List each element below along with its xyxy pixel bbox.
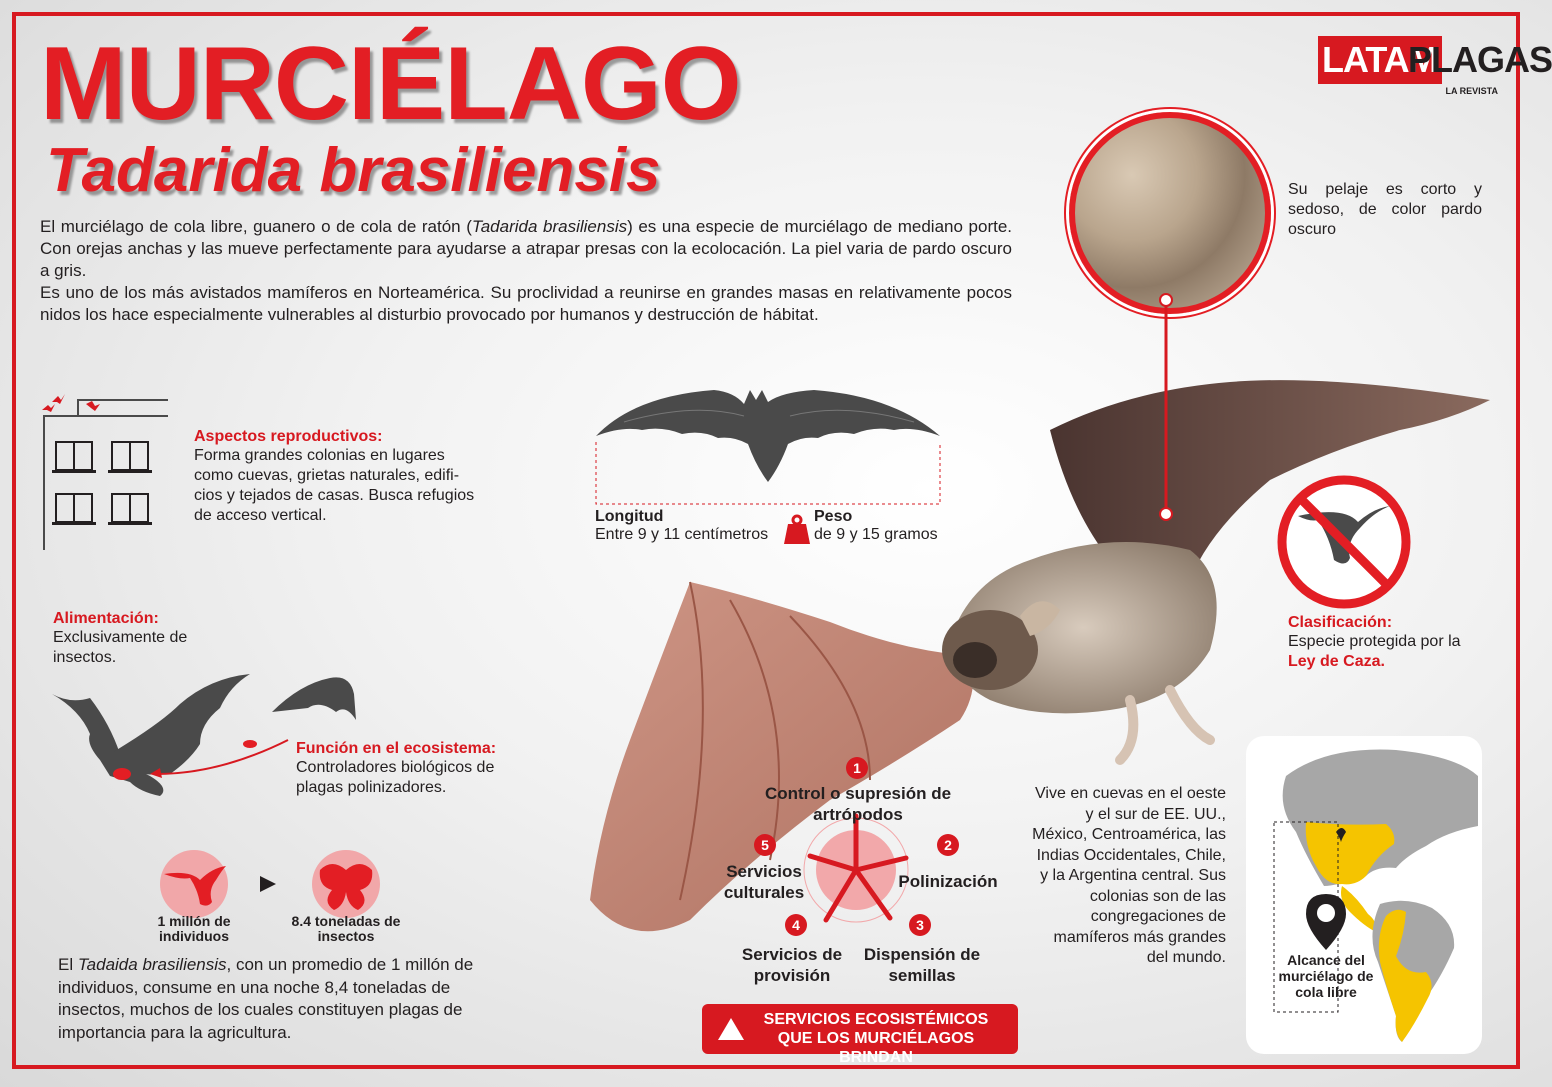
- feeding-text: Exclusivamente de insectos.: [53, 629, 188, 666]
- service-label-1: Control o supresión de artrópodos: [764, 784, 952, 824]
- insects-circle: [312, 850, 380, 918]
- insects-stat: 8.4 toneladas de insectos: [291, 913, 401, 944]
- classification-label: Clasificación:: [1288, 614, 1393, 631]
- service-label-2: Polinización: [898, 872, 998, 891]
- service-label-5: Servicios culturales: [723, 862, 805, 902]
- feeding-label: Alimentación:: [53, 610, 159, 627]
- arrow-right-icon: [258, 874, 278, 894]
- fur-connector-line: [1158, 292, 1174, 524]
- intro-paragraph-2: Es uno de los más avistados mamíferos en Norteamérica. Su proclividad a reunirse en grandes masas en relativamente pocos nidos los hace especialmente vulnerables al disturbio provocado por humanos y destrucción de hábitat.: [40, 283, 1012, 324]
- service-number-3: 3: [909, 914, 931, 936]
- scientific-name: Tadarida brasiliensis: [46, 136, 661, 205]
- prohibited-icon: [1274, 472, 1414, 612]
- service-number-2: 2: [937, 834, 959, 856]
- length-label: Longitud: [595, 508, 664, 525]
- americas-map: [1246, 736, 1482, 1054]
- reproductive-section: [194, 428, 484, 526]
- map-label: Alcance del murciélago de cola libre: [1278, 952, 1374, 1000]
- reproductive-label: Aspectos reproductivos:: [194, 428, 383, 445]
- page-title: MURCIÉLAGO: [40, 26, 741, 142]
- ecosystem-label: Función en el ecosistema:: [296, 740, 497, 757]
- service-label-4: Servicios de provisión: [741, 945, 843, 985]
- intro-paragraph-1: El murciélago de cola libre, guanero o de cola de ratón (Tadarida brasiliensis) es una especie de murciélago de mediano porte. Con orejas anchas y las mueve perfectamente para ayudarse a atrapar presas con la ecolocación. La piel varia de pardo oscuro a gris.: [40, 217, 1012, 280]
- logo-box: LATAM: [1318, 36, 1442, 84]
- range-map: [1246, 736, 1482, 1054]
- length-value: Entre 9 y 11 centímetros: [595, 526, 769, 543]
- service-number-4: 4: [785, 914, 807, 936]
- services-banner-text: SERVICIOS ECOSISTÉMICOS QUE LOS MURCIÉLAGOS BRINDAN: [763, 1011, 989, 1066]
- ecosystem-text: Controladores biológicos de plagas polinizadores.: [296, 759, 495, 796]
- moth-icon: [312, 850, 380, 918]
- classification-section: [1288, 614, 1488, 672]
- intro-text: [40, 216, 1012, 326]
- feeding-section: [53, 610, 203, 668]
- logo: [1318, 32, 1552, 102]
- services-banner: [702, 1004, 1018, 1066]
- service-label-3: Dispensión de semillas: [863, 945, 981, 985]
- range-description: Vive en cuevas en el oeste y el sur de EE. UU., México, Centroamérica, las Indias Occidentales, Chile, y la Argentina central. Sus colonias son de las congregaciones de mamíferos más grandes del mundo.: [1032, 785, 1226, 966]
- classification-text: Especie protegida por la Ley de Caza.: [1288, 633, 1461, 670]
- weight-value: de 9 y 15 gramos: [814, 526, 938, 543]
- location-pin-icon: [1304, 892, 1348, 952]
- individuals-stat: 1 millón de individuos: [157, 913, 231, 944]
- logo-subtitle: LA REVISTA: [1445, 86, 1498, 96]
- fur-closeup: [1069, 112, 1271, 314]
- bat-icon: [160, 850, 228, 918]
- weight-label: Peso: [814, 508, 853, 525]
- logo-text: PLAGAS: [1408, 39, 1552, 80]
- building-icon: [38, 380, 172, 560]
- individuals-circle: [160, 850, 228, 918]
- ecosystem-section: [296, 740, 526, 798]
- service-number-5: 5: [754, 834, 776, 856]
- service-number-1: 1: [846, 757, 868, 779]
- consumption-text: El Tadaida brasiliensis, con un promedio de 1 millón de individuos, consume en una noche 8,4 toneladas de insectos, muchos de los cuales constituyen plagas de importancia para la agricultura.: [58, 955, 474, 1042]
- triangle-icon: [718, 1018, 744, 1040]
- fur-description: Su pelaje es corto y sedoso, de color pardo oscuro: [1288, 181, 1482, 238]
- reproductive-text: Forma grandes colonias en lugares como cuevas, grietas naturales, edifi-cios y tejados de casas. Busca refugios de acceso vertical.: [194, 447, 475, 524]
